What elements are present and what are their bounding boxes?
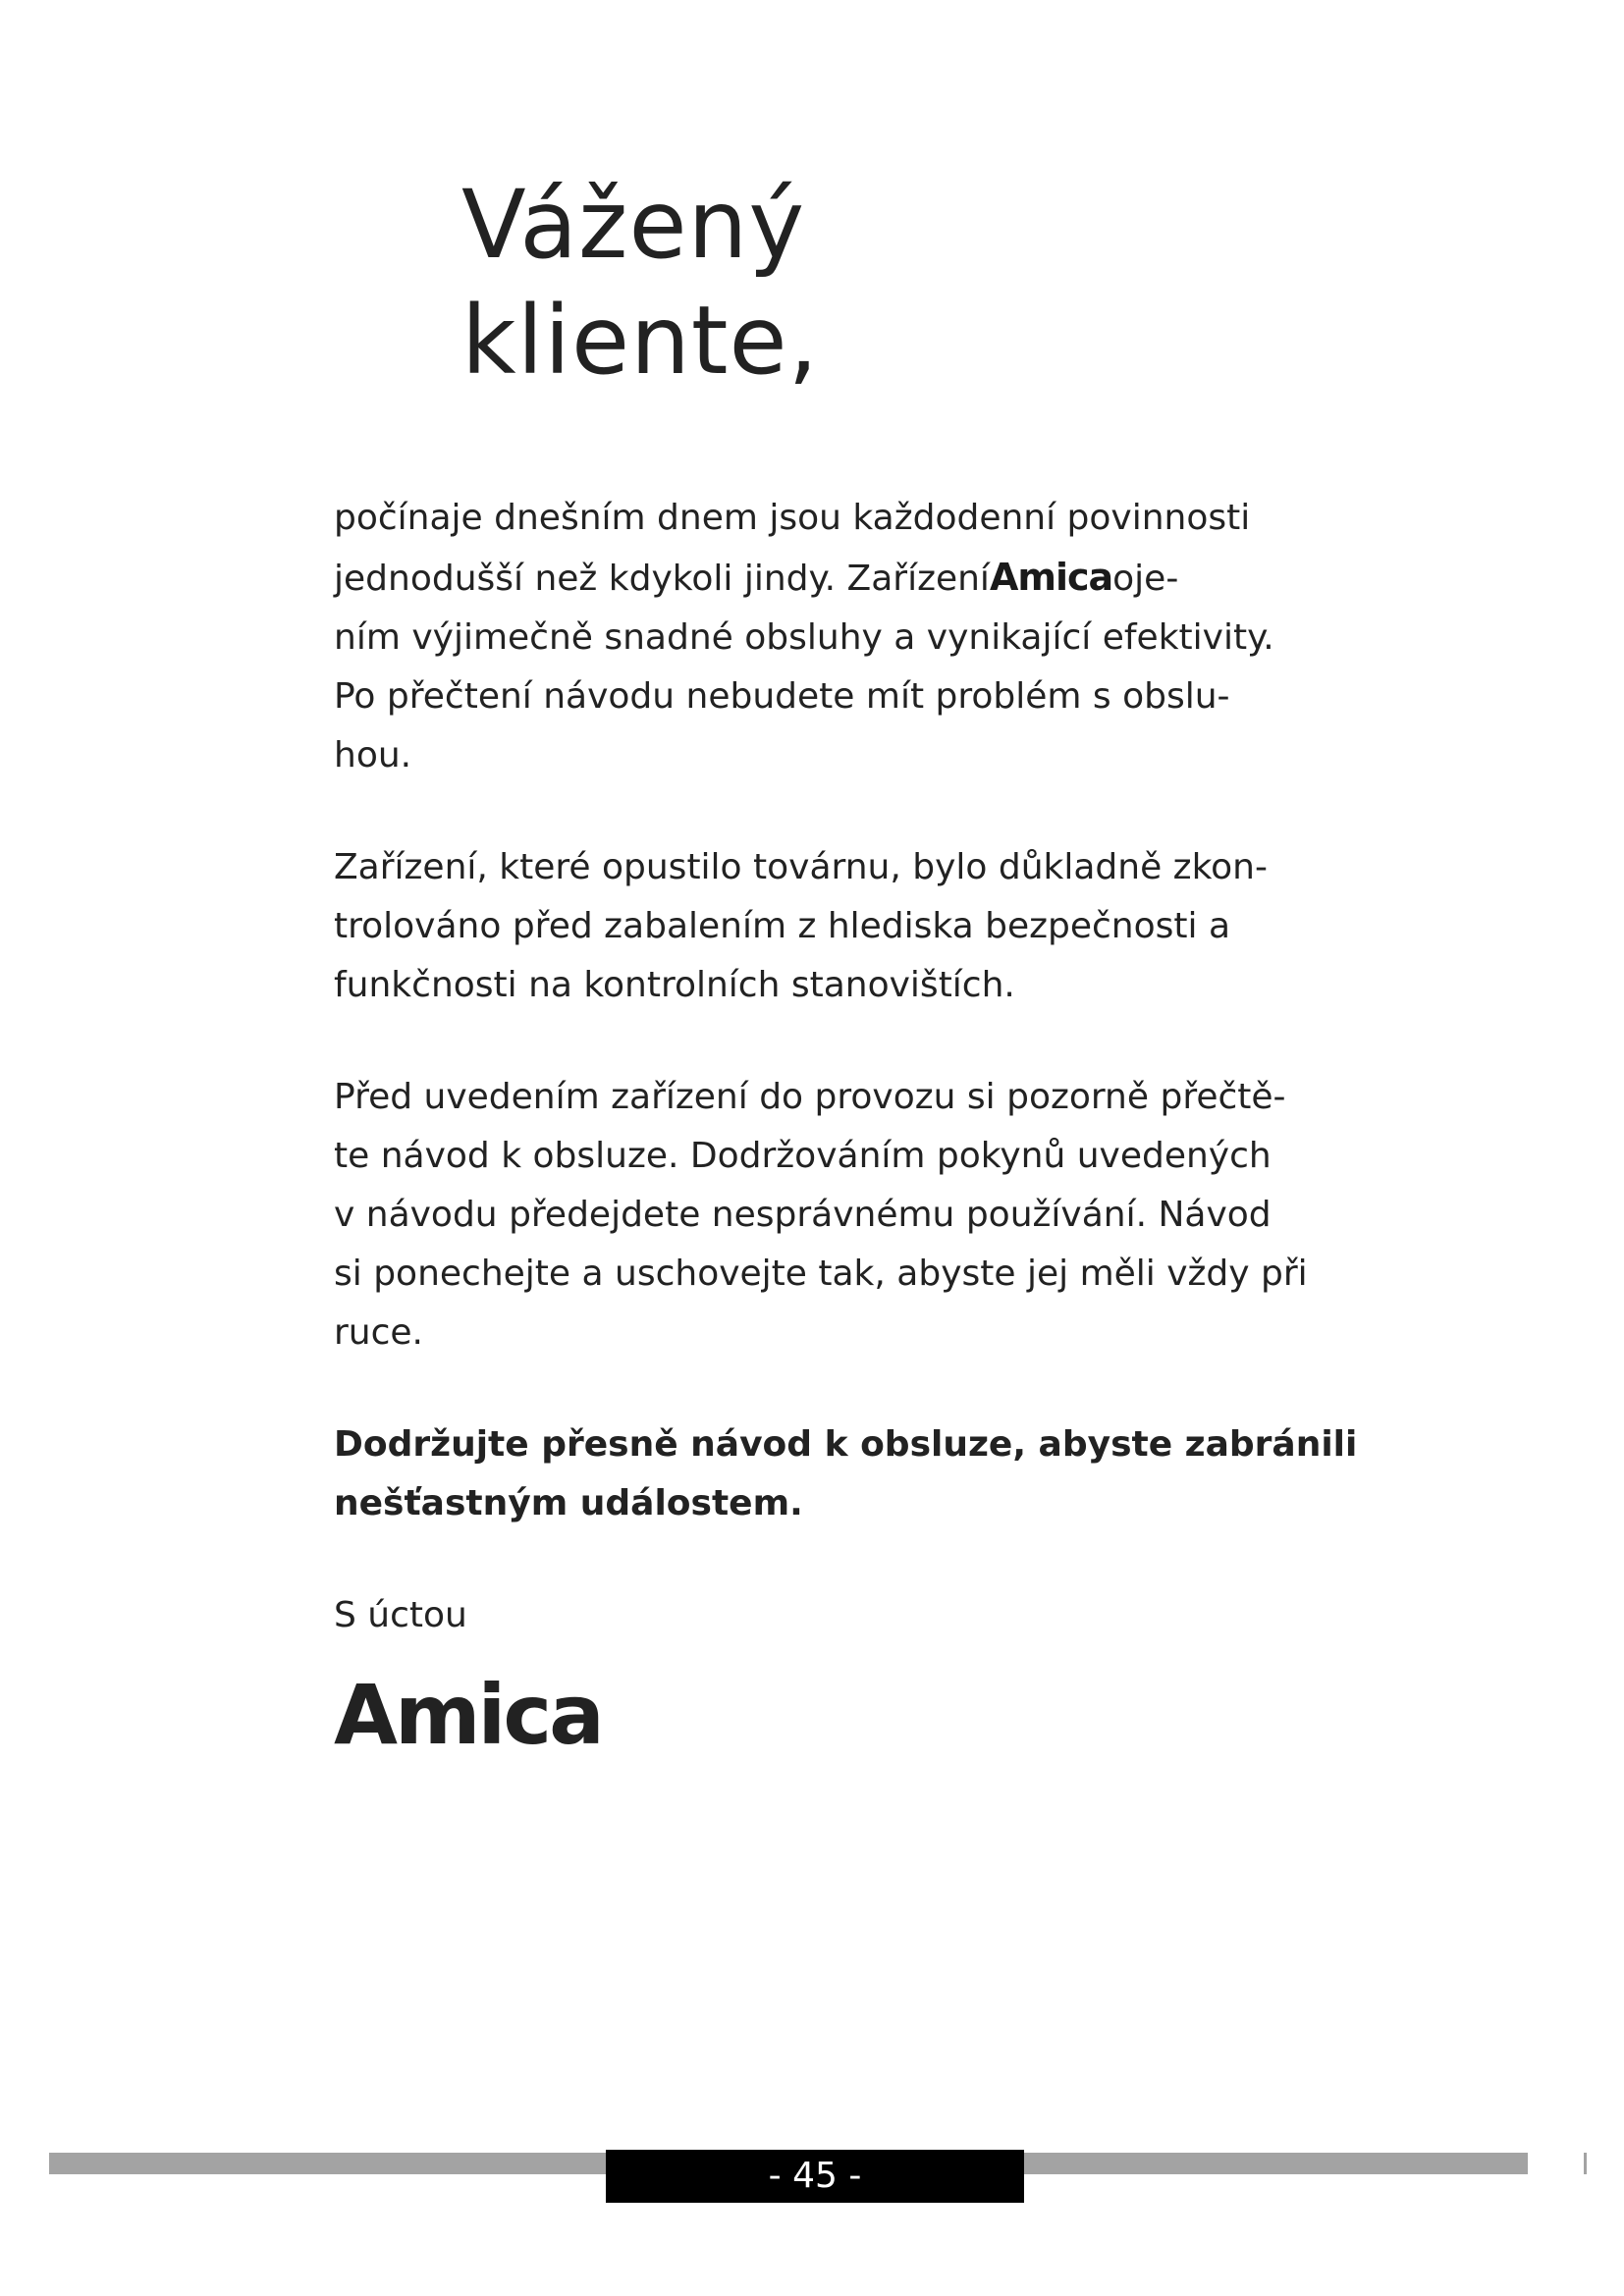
amica-logo: Amica [334,1667,602,1763]
letter-body [334,489,1358,1763]
text-line: Před uvedením zařízení do provozu si pozorně přečtě- [334,1077,1286,1117]
text-line: počínaje dnešním dnem jsou každodenní povinnosti [334,498,1251,538]
greeting-line-1: Vážený [461,170,806,280]
text-line: Zařízení, které opustilo továrnu, bylo důkladně zkon- [334,847,1268,887]
text-line: ruce. [334,1312,424,1353]
text-segment: oje- [1112,559,1179,599]
signoff: S úctou [334,1595,467,1635]
text-segment: jednodušší než kdykoli jindy. Zařízení [334,559,990,599]
paragraph-intro [334,489,1316,785]
greeting-heading [461,167,819,399]
text-line: Po přečtení návodu nebudete mít problém s obslu- [334,676,1230,717]
text-line: hou. [334,735,412,775]
text-line: v návodu předejdete nesprávnému používání. Návod [334,1195,1272,1235]
inline-brand-logo: Amica [989,556,1113,599]
text-line: te návod k obsluze. Dodržováním pokynů uvedených [334,1136,1272,1176]
page-number: - 45 - [606,2150,1024,2203]
text-line: nešťastným událostem. [334,1483,803,1523]
text-line: funkčnosti na kontrolních stanovištích. [334,965,1015,1005]
text-line: trolováno před zabalením z hlediska bezpečnosti a [334,906,1231,946]
paragraph-factory-check [334,838,1316,1015]
greeting-line-2: kliente, [461,286,820,396]
text-line: si ponechejte a uschovejte tak, abyste jej měli vždy při [334,1254,1308,1294]
paragraph-warning [334,1415,1358,1533]
text-line-with-brand [334,548,1316,609]
edge-mark [1584,2153,1587,2174]
text-line: Dodržujte přesně návod k obsluze, abyste zabránili [334,1424,1358,1465]
paragraph-read-manual [334,1068,1316,1362]
text-line: ním výjimečně snadné obsluhy a vynikající efektivity. [334,617,1274,658]
